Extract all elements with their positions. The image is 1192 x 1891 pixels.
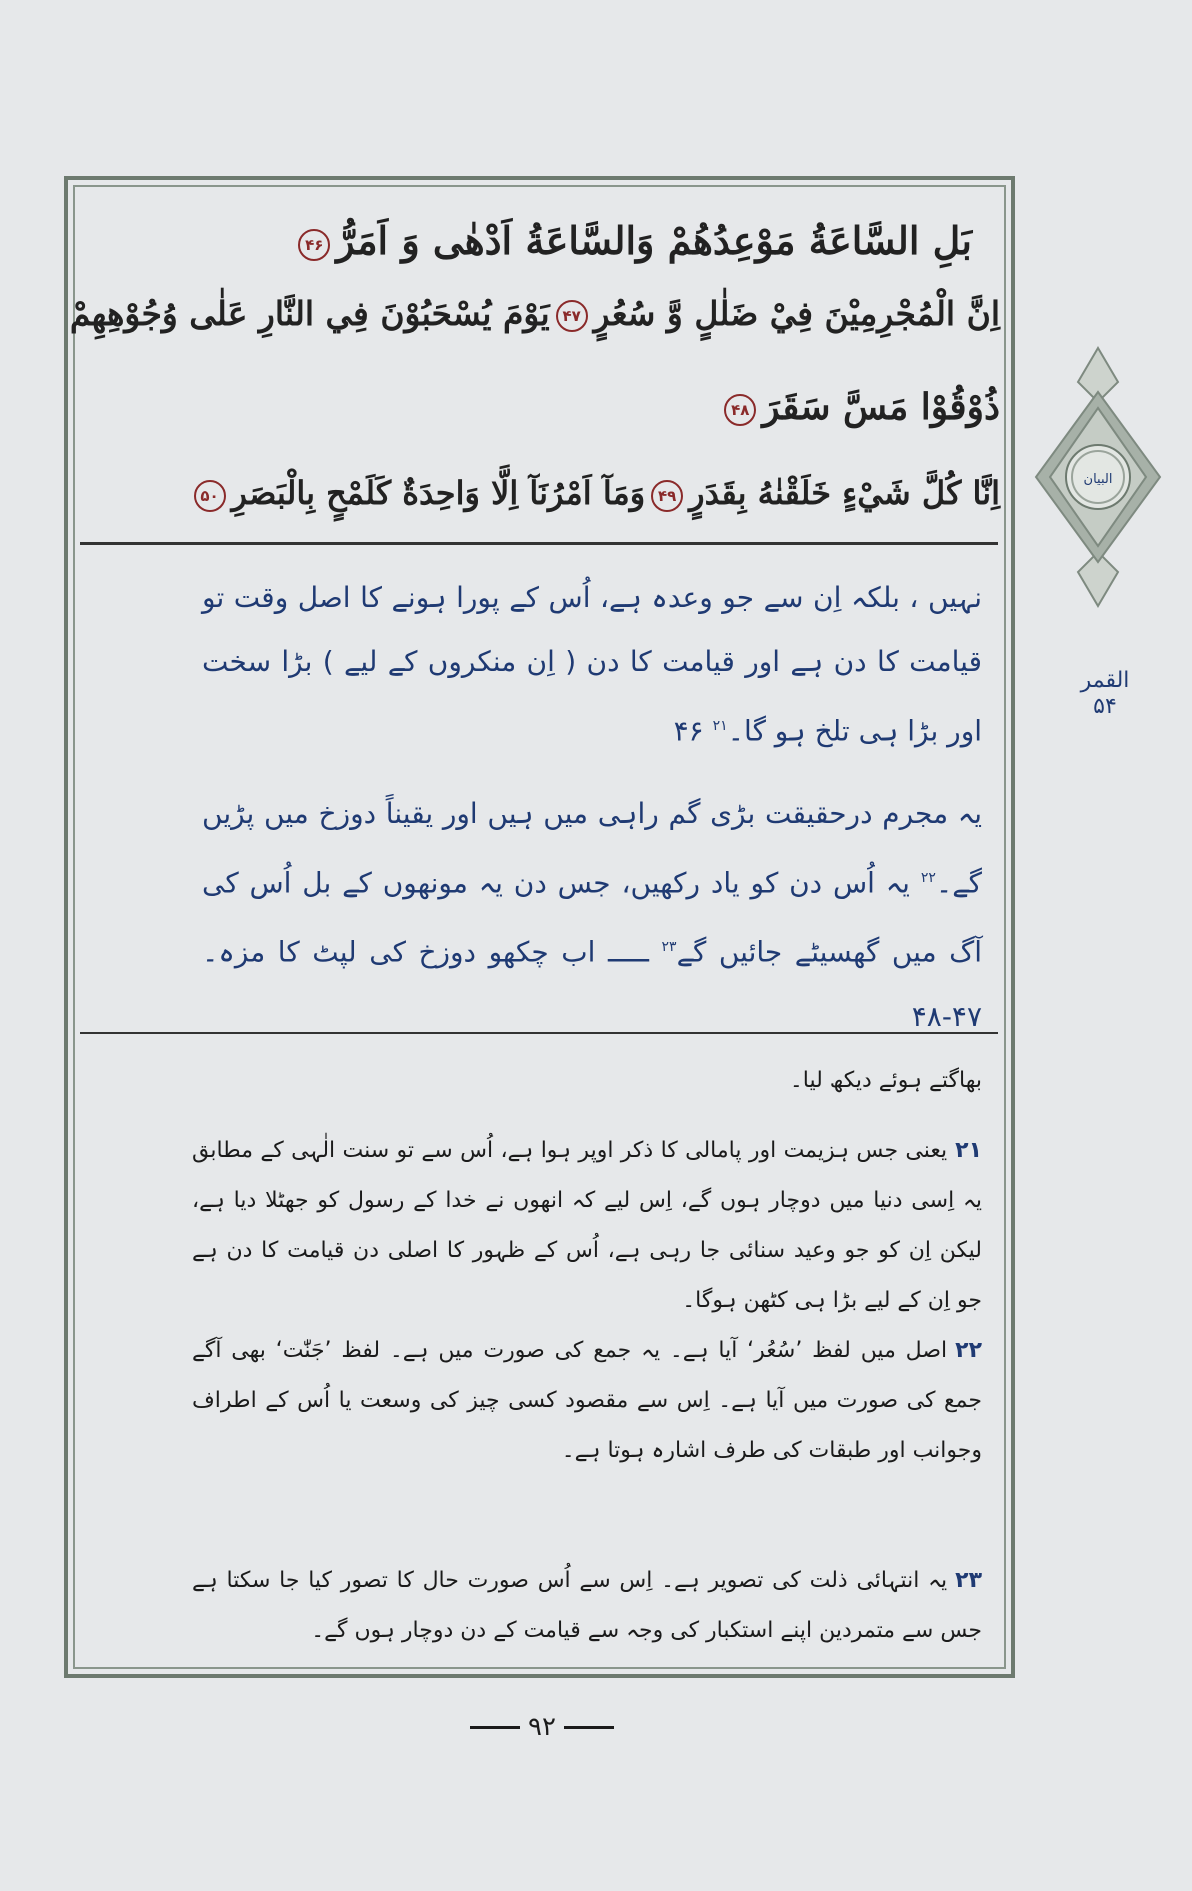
verse-ref: ۴۷-۴۸ <box>911 999 982 1033</box>
footnote-ref: ۲۱ <box>712 718 728 734</box>
ayah-marker: ۴۹ <box>651 480 683 512</box>
divider-notes <box>80 1032 998 1034</box>
note-number: ۲۳ <box>955 1568 982 1593</box>
footnote-ref: ۲۲ <box>920 870 936 886</box>
arabic-line-2: اِنَّ الْمُجْرِمِيْنَ فِيْ ضَلٰلٍ وَّ سُعُرٍ۴۷يَوْمَ يُسْحَبُوْنَ فِي النَّارِ عَلٰى وُجُوْهِهِمْ <box>69 294 1000 333</box>
surah-number: ۵۴ <box>1093 694 1117 719</box>
arabic-line-4: اِنَّا كُلَّ شَيْءٍ خَلَقْنٰهُ بِقَدَرٍ۴۹وَمَآ اَمْرُنَآ اِلَّا وَاحِدَةٌ كَلَمْحٍ بِالْبَصَرِ۵۰ <box>188 474 1001 512</box>
surah-label <box>1060 668 1150 720</box>
ayah-marker: ۴۶ <box>298 229 330 261</box>
note-21: ۲۱یعنی جس ہزیمت اور پامالی کا ذکر اوپر ہوا ہے، اُس سے تو سنت الٰہی کے مطابق یہ اِسی دنیا میں دوچار ہوں گے، اِس لیے کہ انھوں نے خدا کے رسول کو جھٹلا دیا ہے، لیکن اِن کو جو وعید سنائی جا رہی ہے، اُس کے ظہور کا اصلی دن قیامت کا دن ہے جو اِن کے لیے بڑا ہی کٹھن ہوگا۔ <box>192 1138 982 1313</box>
note-intro: بھاگتے ہوئے دیکھ لیا۔ <box>789 1068 982 1093</box>
surah-name: القمر <box>1080 668 1130 693</box>
translation-para-2: یہ مجرم درحقیقت بڑی گم راہی میں ہیں اور یقیناً دوزخ میں پڑیں گے۔$^{۲۲}$ یہ اُس دن کو یاد رکھیں، جس دن یہ مونھوں کے بل اُس کی آگ میں گھسیٹے جائیں گے$^{۲۳}$ ـــــ اب چکھو دوزخ کی لپٹ کا مزہ۔ ۴۷-۴۸ <box>202 797 983 1033</box>
ayah-marker: ۵۰ <box>194 480 226 512</box>
arabic-line-3: ذُوْقُوْا مَسَّ سَقَرَ۴۸ <box>718 386 1000 428</box>
page-number: ۹۲ <box>452 1712 632 1742</box>
note-23: ۲۳یہ انتہائی ذلت کی تصویر ہے۔ اِس سے اُس صورت حال کا تصور کیا جا سکتا ہے جس سے متمردین اپنے استکبار کی وجہ سے قیامت کے دن دوچار ہوں گے۔ <box>192 1568 982 1643</box>
translation-para-1: نہیں ، بلکہ اِن سے جو وعدہ ہے، اُس کے پورا ہونے کا اصل وقت تو قیامت کا دن ہے اور قیامت کا دن ( اِن منکروں کے لیے ) بڑا سخت اور بڑا ہی تلخ ہو گا۔$^{۲۱}$ ۴۶ <box>202 581 982 748</box>
ornament-title: البيان <box>1083 472 1113 487</box>
verse-ref: ۴۶ <box>673 714 704 748</box>
note-22: ۲۲اصل میں لفظ ’سُعُر‘ آیا ہے۔ یہ جمع کی صورت میں ہے۔ لفظ ’جَنّٰت‘ بھی آگے جمع کی صورت میں آیا ہے۔ اِس سے مقصود کسی چیز کی وسعت یا اُس کے اطراف وجوانب اور طبقات کی طرف اشارہ ہوتا ہے۔ <box>192 1338 982 1463</box>
divider-top <box>80 542 998 545</box>
note-number: ۲۲ <box>955 1338 982 1363</box>
ayah-marker: ۴۸ <box>724 394 756 426</box>
arabic-line-1: بَلِ السَّاعَةُ مَوْعِدُهُمْ وَالسَّاعَةُ اَدْهٰى وَ اَمَرُّ۴۶ <box>292 218 972 263</box>
footnote-ref: ۲۳ <box>661 939 677 956</box>
note-number: ۲۱ <box>955 1138 982 1163</box>
side-ornament <box>1028 342 1168 612</box>
ayah-marker: ۴۷ <box>556 300 588 332</box>
